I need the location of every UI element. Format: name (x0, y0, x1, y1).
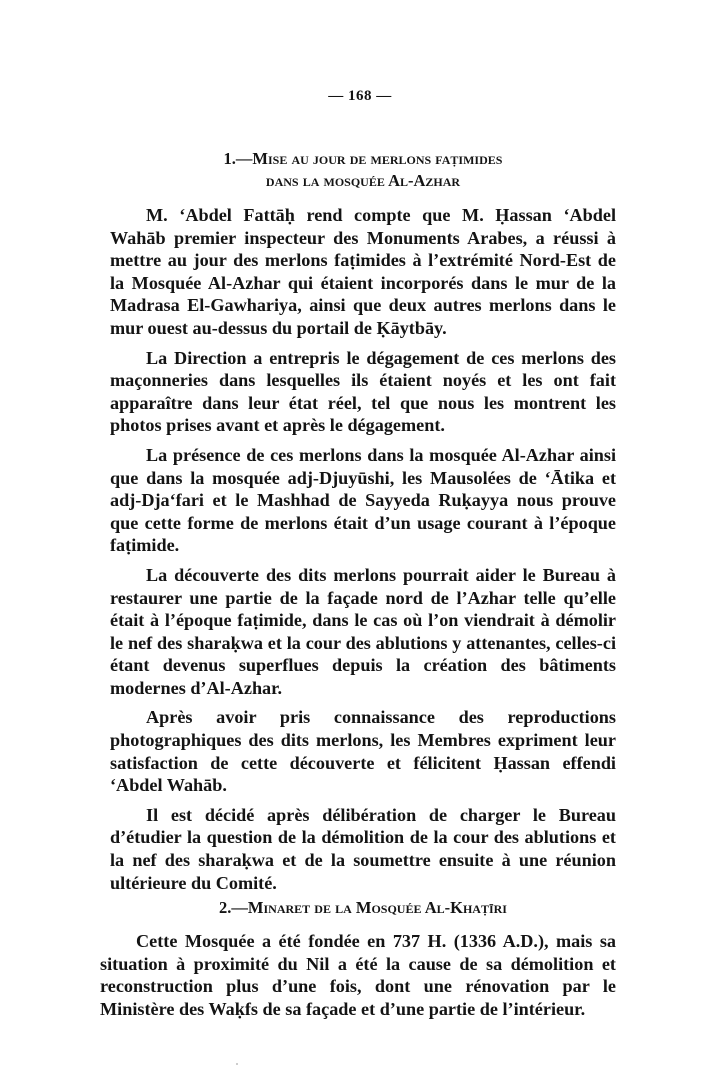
paragraph: Cette Mosquée a été fondée en 737 H. (1336 A.D.), mais sa situation à proximité du Nil a été la cause de sa démolition et reconstruction plus d’une fois, dont une rénovation par le Ministère des Waḳfs de sa façade et d’une partie de l’intérieur. (100, 931, 616, 1019)
paragraph: Il est décidé après délibération de charger le Bureau d’étudier la question de la démolition de la cour des ablutions et la nef des sharaḳwa et de la soumettre ensuite à une réunion ultérieure du Comité. (110, 804, 616, 893)
section-1-heading-line-2: dans la mosquée Al-Azhar (265, 171, 461, 190)
section-2-heading (110, 897, 616, 919)
section-1-heading (110, 148, 616, 192)
paragraph: Après avoir pris connaissance des reproductions photographiques des dits merlons, les Membres expriment leur satisfaction de cette découverte et félicitent Ḥassan effendi ‘Abdel Wahāb. (110, 707, 616, 796)
paragraph: M. ‘Abdel Fattāḥ rend compte que M. Ḥassan ‘Abdel Wahāb premier inspecteur des Monuments Arabes, a réussi à mettre au jour des merlons faṭimides à l’extrémité Nord-Est de la Mosquée Al-Azhar qui étaient incorporés dans le mur de la Madrasa El-Gawhariya, ainsi que deux autres merlons dans le mur ouest au-dessus du portail de Ḳāytbāy. (110, 205, 616, 338)
section-2-heading-line: 2.—Minaret de la Mosquée Al-Khaṭīri (219, 898, 507, 917)
section-2-body (100, 930, 616, 1020)
section-1-heading-line-1: 1.—Mise au jour de merlons faṭimides (223, 149, 503, 168)
paragraph: La présence de ces merlons dans la mosquée Al-Azhar ainsi que dans la mosquée adj-Djuyūshi, les Mausolées de ‘Ātika et adj-Dja‘fari et le Mashhad de Sayyeda Ruḳayya nous prouve que cette forme de merlons était d’un usage courant à l’époque faṭimide. (110, 444, 616, 556)
paragraph: La découverte des dits merlons pourrait aider le Bureau à restaurer une partie de la façade nord de l’Azhar telle qu’elle était à l’époque faṭimide, dans le cas où l’on viendrait à démolir le nef des sharaḳwa et la cour des ablutions y attenantes, celles-ci étant devenus superflues depuis la création des bâtiments modernes d’Al-Azhar. (110, 564, 616, 698)
page-speck (236, 1063, 238, 1065)
paragraph: La Direction a entrepris le dégagement de ces merlons des maçonneries dans lesquelles ils étaient noyés et les ont fait apparaître dans leur état réel, tel que nous les montrent les photos prises avant et après le dégagement. (110, 347, 616, 436)
section-1-body (110, 204, 616, 894)
page-number: — 168 — (328, 88, 392, 104)
